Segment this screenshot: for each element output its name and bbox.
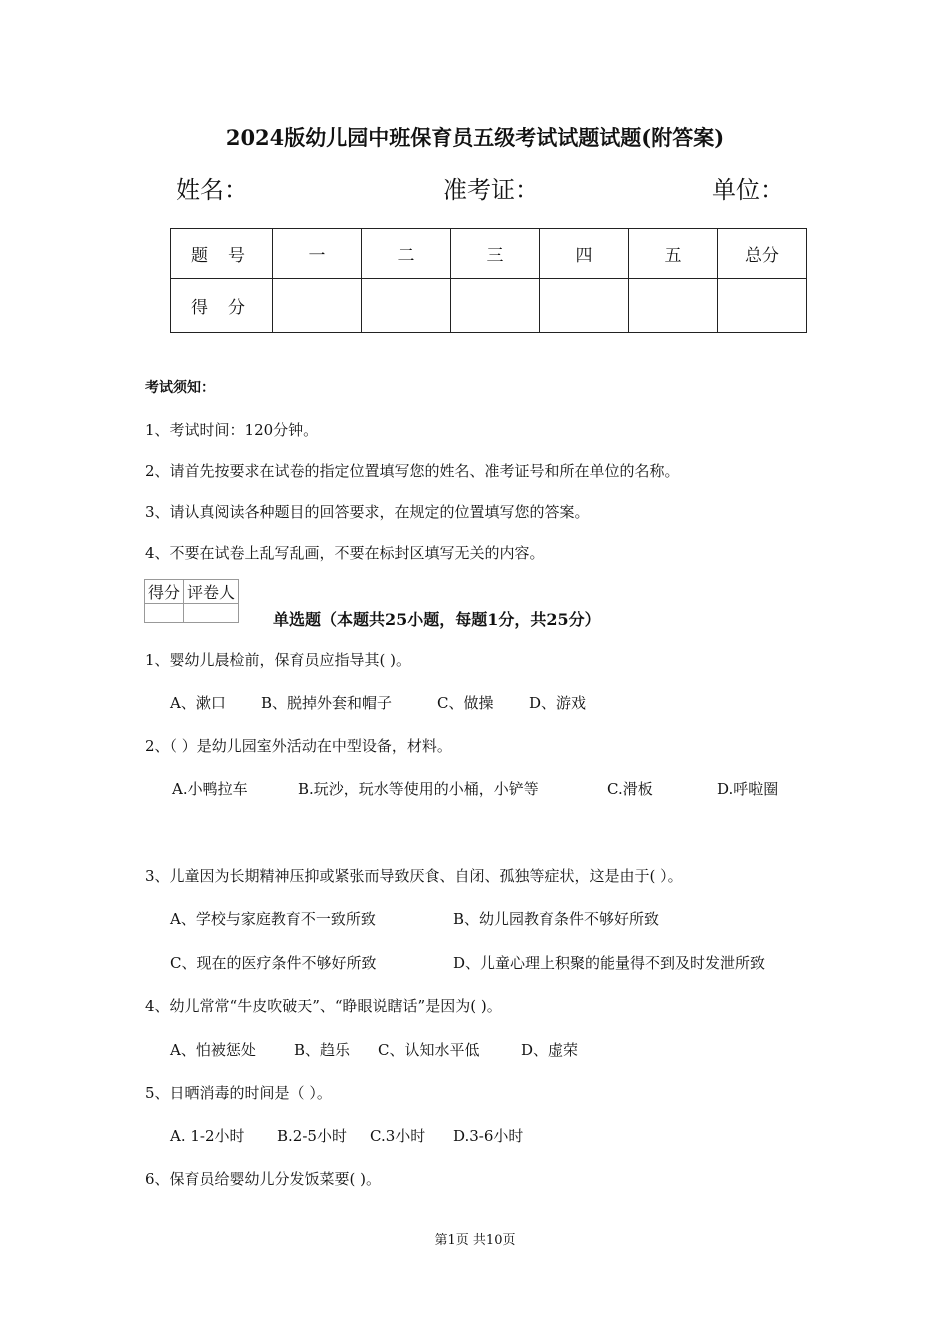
question-stem: 6、保育员给婴幼儿分发饭菜要( )。 — [145, 1170, 382, 1188]
question-stem: 5、日晒消毒的时间是（ ）。 — [145, 1084, 332, 1102]
question-option: B、脱掉外套和帽子 — [261, 694, 393, 712]
question-option: C、认知水平低 — [378, 1041, 480, 1059]
question-option: A、怕被惩处 — [170, 1041, 256, 1059]
notice-heading: 考试须知： — [145, 380, 215, 396]
question-option: B.2-5小时 — [277, 1127, 347, 1145]
notice-item: 1、考试时间：120分钟。 — [145, 421, 319, 439]
score-table-col-1: 一 — [273, 229, 362, 279]
score-cell[interactable] — [362, 279, 451, 333]
score-cell[interactable] — [540, 279, 629, 333]
score-cell[interactable] — [451, 279, 540, 333]
grader-score-cell[interactable] — [145, 604, 184, 623]
question-option: B.玩沙，玩水等使用的小桶，小铲等 — [298, 780, 539, 798]
score-table-col-5: 五 — [629, 229, 718, 279]
score-table-col-4: 四 — [540, 229, 629, 279]
question-stem: 1、婴幼儿晨检前，保育员应指导其( )。 — [145, 651, 412, 669]
score-cell[interactable] — [629, 279, 718, 333]
question-option: B、趋乐 — [294, 1041, 351, 1059]
page-title: 2024版幼儿园中班保育员五级考试试题试题(附答案) — [225, 125, 725, 150]
score-table-col-3: 三 — [451, 229, 540, 279]
score-table — [170, 228, 807, 333]
score-table-col-2: 二 — [362, 229, 451, 279]
question-option: A. 1-2小时 — [170, 1127, 245, 1145]
question-stem: 2、（ ）是幼儿园室外活动在中型设备，材料。 — [145, 737, 452, 755]
question-option: D、虚荣 — [521, 1041, 579, 1059]
question-option: C、现在的医疗条件不够好所致 — [170, 954, 377, 972]
question-option: C.3小时 — [370, 1127, 426, 1145]
notice-item: 2、请首先按要求在试卷的指定位置填写您的姓名、准考证号和所在单位的名称。 — [145, 462, 680, 480]
grader-name-cell[interactable] — [184, 604, 239, 623]
question-option: D.呼啦圈 — [717, 780, 779, 798]
score-cell[interactable] — [273, 279, 362, 333]
question-option: A、学校与家庭教育不一致所致 — [170, 910, 376, 928]
exam-id-field-label: 准考证： — [443, 176, 539, 204]
notice-item: 3、请认真阅读各种题目的回答要求，在规定的位置填写您的答案。 — [145, 503, 590, 521]
grader-box — [144, 579, 239, 623]
notice-item: 4、不要在试卷上乱写乱画，不要在标封区填写无关的内容。 — [145, 544, 545, 562]
score-table-row-label: 得分 — [171, 279, 273, 333]
question-option: D、儿童心理上积聚的能量得不到及时发泄所致 — [453, 954, 766, 972]
question-option: A.小鸭拉车 — [172, 780, 248, 798]
question-option: C.滑板 — [607, 780, 653, 798]
score-table-header-label: 题号 — [171, 229, 273, 279]
unit-field-label: 单位： — [712, 176, 784, 204]
section-title: 单选题（本题共25小题，每题1分，共25分） — [273, 610, 601, 629]
page-footer: 第1页 共10页 — [434, 1233, 516, 1248]
score-table-col-total: 总分 — [718, 229, 807, 279]
question-option: B、幼儿园教育条件不够好所致 — [453, 910, 660, 928]
grader-name-label: 评卷人 — [184, 580, 239, 604]
question-option: D、游戏 — [529, 694, 587, 712]
question-option: A、漱口 — [170, 694, 226, 712]
score-cell[interactable] — [718, 279, 807, 333]
grader-score-label: 得分 — [145, 580, 184, 604]
question-option: C、做操 — [437, 694, 494, 712]
question-option: D.3-6小时 — [453, 1127, 524, 1145]
question-stem: 3、儿童因为长期精神压抑或紧张而导致厌食、自闭、孤独等症状，这是由于( ）。 — [145, 867, 683, 885]
name-field-label: 姓名： — [176, 176, 248, 204]
question-stem: 4、幼儿常常“牛皮吹破天”、“睁眼说瞎话”是因为( )。 — [145, 997, 502, 1015]
